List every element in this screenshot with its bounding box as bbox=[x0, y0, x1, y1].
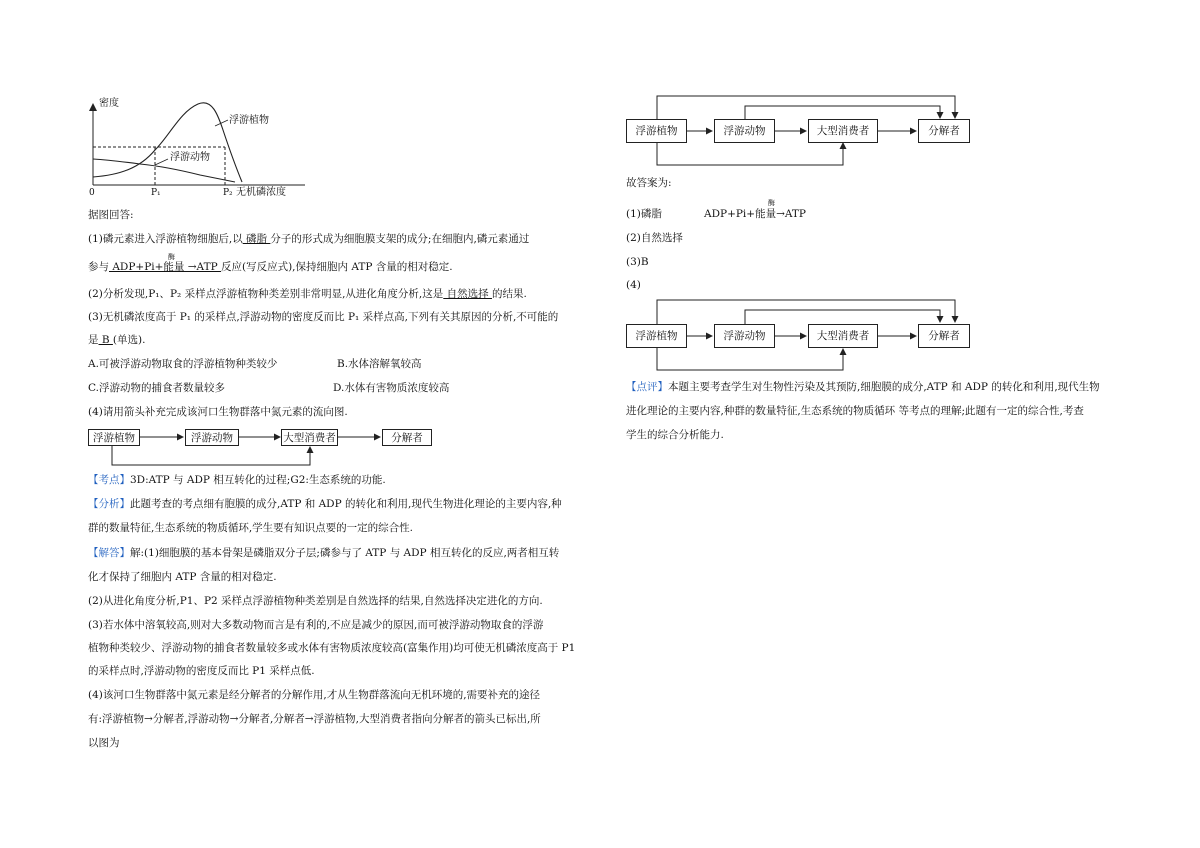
jieda-line4: (3)若水体中溶氧较高,则对大多数动物而言是有利的,不应是减少的原因,而可被浮游动物取食的浮游 bbox=[88, 619, 544, 631]
q2-pre: (2)分析发现,P₁、P₂ 采样点浮游植物种类差别非常明显,从进化角度分析,这是 bbox=[88, 288, 444, 300]
q2-post: 的结果. bbox=[491, 288, 527, 300]
flow-b-box-decomposer: 分解者 bbox=[918, 324, 970, 348]
dianping-line2: 进化理论的主要内容,种群的数量特征,生态系统的物质循环 等考点的理解;此题有一定的综合性,考查 bbox=[626, 405, 1084, 417]
intro-text: 据图回答: bbox=[88, 209, 134, 221]
q1-answer-reaction: ADP+Pi+能量 →ATP bbox=[109, 261, 221, 273]
q4-text: (4)请用箭头补充完成该河口生物群落中氮元素的流向图. bbox=[88, 406, 348, 418]
q1-line1-pre: (1)磷元素进入浮游植物细胞后,以 bbox=[88, 233, 243, 245]
flow-b-box-animal: 浮游动物 bbox=[714, 324, 775, 348]
flow-t-box-consumer: 大型消费者 bbox=[808, 119, 878, 143]
flow-q-box-animal: 浮游动物 bbox=[185, 429, 239, 446]
arrow-b-plant-decomposer bbox=[657, 300, 955, 327]
jieda-line6: 的采样点时,浮游动物的密度反而比 P1 采样点低. bbox=[88, 665, 315, 677]
kaodian-text: 3D:ATP 与 ADP 相互转化的过程;G2:生态系统的功能. bbox=[130, 474, 386, 486]
dianping-line1 bbox=[626, 380, 1100, 394]
option-b: B.水体溶解氧较高 bbox=[337, 358, 422, 370]
fenxi-line2: 群的数量特征,生态系统的物质循环,学生要有知识点要的一定的综合性. bbox=[88, 522, 414, 534]
q3-line2-pre: 是 bbox=[88, 334, 99, 346]
graph-p1-label: P₁ bbox=[151, 188, 161, 198]
answer-4: (4) bbox=[626, 279, 641, 291]
option-a: A.可被浮游动物取食的浮游植物种类较少 bbox=[88, 358, 278, 370]
graph-plant-label: 浮游植物 bbox=[229, 115, 269, 126]
q1-line1-post: 分子的形式成为细胞膜支架的成分;在细胞内,磷元素通过 bbox=[270, 233, 530, 245]
flow-t-box-plant: 浮游植物 bbox=[626, 119, 687, 143]
arrow-b-plant-consumer bbox=[657, 345, 843, 370]
jieda-label: 【解答】 bbox=[88, 547, 130, 559]
q3-line1: (3)无机磷浓度高于 P₁ 的采样点,浮游动物的密度反而比 P₁ 采样点高,下列有关其原因的分析,不可能的 bbox=[88, 311, 559, 323]
fenxi-label: 【分析】 bbox=[88, 498, 130, 510]
graph-origin-label: 0 bbox=[89, 188, 95, 198]
option-d: D.水体有害物质浓度较高 bbox=[333, 382, 450, 394]
answer-2: (2)自然选择 bbox=[626, 232, 683, 244]
dianping-label: 【点评】 bbox=[626, 381, 668, 393]
jieda-line2: 化才保持了细胞内 ATP 含量的相对稳定. bbox=[88, 571, 277, 583]
fenxi-text1: 此题考查的考点细有胞膜的成分,ATP 和 ADP 的转化和利用,现代生物进化理论的主要内容,种 bbox=[130, 498, 562, 510]
flow-q-box-plant: 浮游植物 bbox=[88, 429, 140, 446]
q3-line2-post: (单选). bbox=[112, 334, 146, 346]
flow-b-box-consumer: 大型消费者 bbox=[808, 324, 878, 348]
dianping-text1: 本题主要考查学生对生物性污染及其预防,细胞膜的成分,ATP 和 ADP 的转化和利用,现代生物 bbox=[668, 381, 1100, 393]
q1-line2-post: 反应(写反应式),保持细胞内 ATP 含量的相对稳定. bbox=[220, 261, 453, 273]
flow-t-box-decomposer: 分解者 bbox=[918, 119, 970, 143]
graph-y-label: 密度 bbox=[99, 98, 119, 109]
jieda-line5: 植物种类较少、浮游动物的捕食者数量较多或水体有害物质浓度较高(富集作用)均可使无机磷浓度高于 P1 bbox=[88, 642, 576, 654]
flow-q-box-decomposer: 分解者 bbox=[382, 429, 432, 446]
jieda-line3: (2)从进化角度分析,P1、P2 采样点浮游植物种类差别是自然选择的结果,自然选择决定进化的方向. bbox=[88, 595, 543, 607]
q1-answer-phospholipid: 磷脂 bbox=[242, 233, 271, 245]
jieda-line8: 有:浮游植物→分解者,浮游动物→分解者,分解者→浮游植物,大型消费者指向分解者的箭头已标出,所 bbox=[88, 713, 541, 725]
answer-1: (1)磷脂 bbox=[626, 208, 662, 220]
graph-x-label: 无机磷浓度 bbox=[236, 187, 286, 198]
answer-intro: 故答案为: bbox=[626, 177, 672, 189]
jieda-text1: 解:(1)细胞膜的基本骨架是磷脂双分子层;磷参与了 ATP 与 ADP 相互转化的反应,两者相互转 bbox=[130, 547, 560, 559]
flow-q-box-consumer: 大型消费者 bbox=[281, 429, 338, 446]
jieda-line7: (4)该河口生物群落中氮元素是经分解者的分解作用,才从生物群落流向无机环境的,需要补充的途径 bbox=[88, 689, 541, 701]
q2-answer: 自然选择 bbox=[443, 288, 492, 300]
q3-answer: B bbox=[98, 334, 113, 346]
answer-3: (3)B bbox=[626, 256, 649, 268]
answer-1-reaction: ADP+Pi+能量→ATP bbox=[704, 208, 806, 220]
kaodian-label: 【考点】 bbox=[88, 474, 130, 486]
flow-b-box-plant: 浮游植物 bbox=[626, 324, 687, 348]
q1-line2-pre: 参与 bbox=[88, 261, 109, 273]
jieda-line9: 以图为 bbox=[88, 737, 120, 749]
graph-animal-label: 浮游动物 bbox=[170, 152, 210, 163]
graph-p2-label: P₂ bbox=[223, 188, 233, 198]
flow-t-box-animal: 浮游动物 bbox=[714, 119, 775, 143]
answer-1-enzyme: 酶 bbox=[768, 199, 775, 207]
q1-enzyme-mark: 酶 bbox=[168, 253, 175, 261]
dianping-line3: 学生的综合分析能力. bbox=[626, 429, 724, 441]
option-c: C.浮游动物的捕食者数量较多 bbox=[88, 382, 225, 394]
